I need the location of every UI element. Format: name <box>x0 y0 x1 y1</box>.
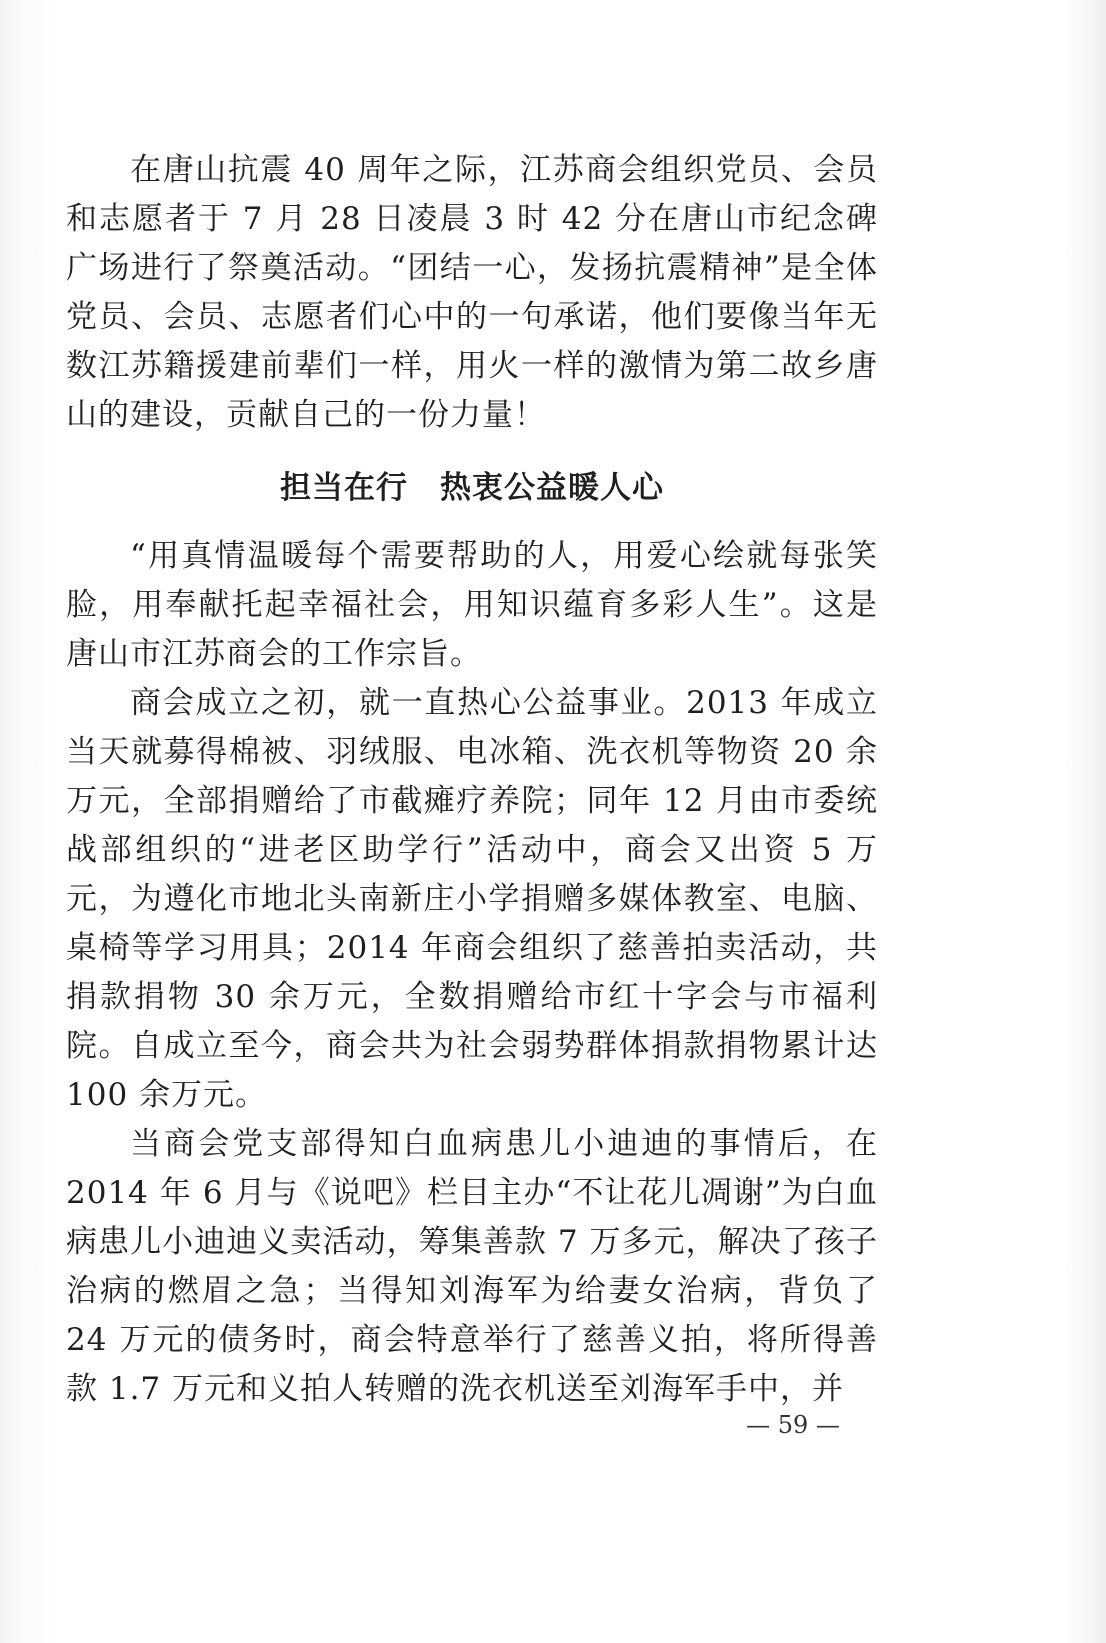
section-heading: 担当在行 热衷公益暖人心 <box>280 470 664 506</box>
body-text-bottom <box>66 532 878 1414</box>
paragraph-charity-history: 商会成立之初，就一直热心公益事业。2013 年成立当天就募得棉被、羽绒服、电冰箱、洗衣机等物资 20 余万元，全部捐赠给了市截瘫疗养院；同年 12 月由市委统战部组织的“进老区助学行”活动中，商会又出资 5 万元，为遵化市地北头南新庄小学捐赠多媒体教室、电脑、桌椅等学习用具；2014 年商会组织了慈善拍卖活动，共捐款捐物 30 余万元，全数捐赠给市红十字会与市福利院。自成立至今，商会共为社会弱势群体捐款捐物累计达 100 余万元。 <box>66 685 878 1113</box>
paragraph-leukemia-aid: 当商会党支部得知白血病患儿小迪迪的事情后，在 2014 年 6 月与《说吧》栏目主办“不让花儿凋谢”为白血病患儿小迪迪义卖活动，筹集善款 7 万多元，解决了孩子治病的燃眉之急；当得知刘海军为给妻女治病，背负了 24 万元的债务时，商会特意举行了慈善义拍，将所得善款 1.7 万元和义拍人转赠的洗衣机送至刘海军手中，并 <box>66 1126 878 1407</box>
paragraph-memorial: 在唐山抗震 40 周年之际，江苏商会组织党员、会员和志愿者于 7 月 28 日凌晨 3 时 42 分在唐山市纪念碑广场进行了祭奠活动。“团结一心，发扬抗震精神”是全体党员、会员、志愿者们心中的一句承诺，他们要像当年无数江苏籍援建前辈们一样，用火一样的激情为第二故乡唐山的建设，贡献自己的一份力量！ <box>66 152 878 433</box>
page-number: — 59 — <box>746 1411 840 1439</box>
body-text-top <box>66 146 878 440</box>
paragraph-mission: “用真情温暖每个需要帮助的人，用爱心绘就每张笑脸，用奉献托起幸福社会，用知识蕴育多彩人生”。这是唐山市江苏商会的工作宗旨。 <box>66 538 878 672</box>
